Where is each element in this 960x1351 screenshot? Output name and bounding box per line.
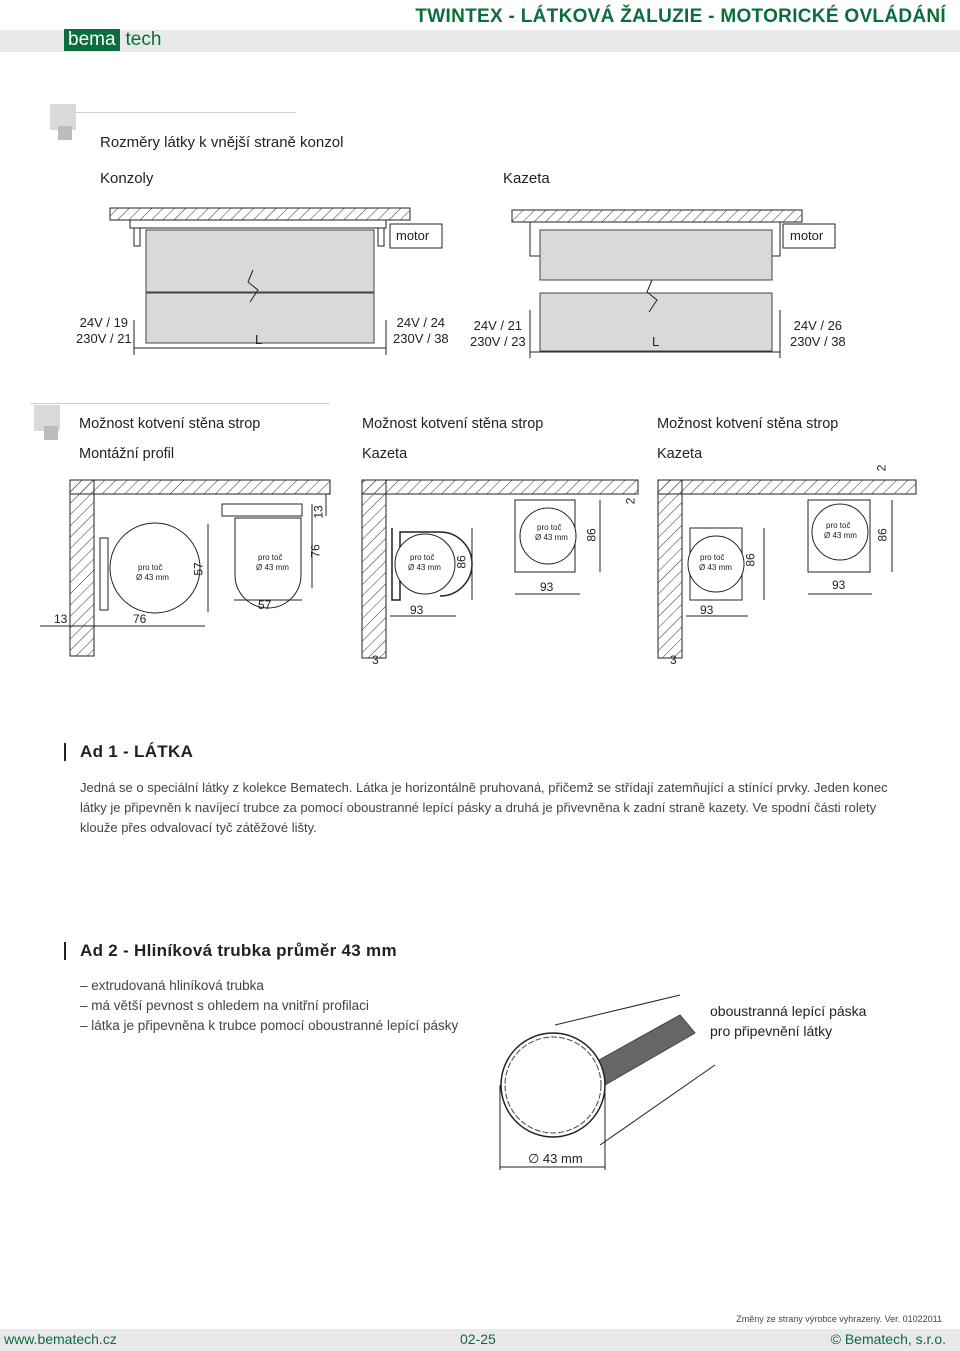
konzoly-dim-left-2: 230V / 21 <box>76 331 132 346</box>
motor-label-left: motor <box>396 228 430 243</box>
dim-93-b: 93 <box>540 580 554 594</box>
dim-93-a: 93 <box>410 603 424 617</box>
kazeta-dim-right <box>790 318 846 350</box>
pro-toc-4: pro toč <box>537 523 562 532</box>
tube-drawing <box>480 985 720 1185</box>
dim-86-b: 86 <box>584 528 599 542</box>
ad2-bullet-1: – extrudovaná hliníková trubka <box>80 978 264 993</box>
dim-2-a: 2 <box>623 497 638 505</box>
montazni-profil-drawing <box>40 480 330 656</box>
dim-3-a: 3 <box>372 653 379 667</box>
ad2-marker <box>64 942 66 960</box>
dim-13-a: 13 <box>54 612 68 626</box>
section1-heading: Rozměry látky k vnější straně konzol <box>100 134 344 151</box>
konzoly-dim-L: L <box>255 332 263 347</box>
dim-93-d: 93 <box>832 578 846 592</box>
kazeta-col3-drawing <box>658 480 916 658</box>
section2-drawing <box>0 460 960 680</box>
dim-3-b: 3 <box>670 653 677 667</box>
footer-website[interactable]: www.bematech.cz <box>4 1331 117 1347</box>
ad1-text: Jedná se o speciální látky z kolekce Bematech. Látka je horizontálně pruhovaná, přičemž se střídají zatemňující a stínící prvky. Jeden konec látky je připevněn k navíjecí trubce za pomocí oboustranné lepící pásky a druhá je přivevněna k zadní straně kazety. Ve spodní části rolety klouže přes odvalovací tyč zátěžové lišty. <box>80 780 888 835</box>
diam-4: Ø 43 mm <box>535 533 568 542</box>
callout-line1: oboustranná lepící páska <box>710 1003 867 1019</box>
col3-line2: Kazeta <box>657 446 703 462</box>
dim-13-b: 13 <box>311 505 326 519</box>
bematech-logo <box>64 29 161 51</box>
col2-line1: Možnost kotvení stěna strop <box>362 416 544 432</box>
dim-86-a: 86 <box>454 555 469 569</box>
tube-diameter-label: ∅ 43 mm <box>528 1151 583 1166</box>
ad1-marker <box>64 743 66 761</box>
col3-line1: Možnost kotvení stěna strop <box>657 416 839 432</box>
konzoly-dim-right-2: 230V / 38 <box>393 331 449 346</box>
logo-part-1: bema <box>64 29 120 51</box>
dim-86-d: 86 <box>875 528 890 542</box>
konzoly-dim-left-1: 24V / 19 <box>79 315 129 330</box>
section2-rule <box>30 403 330 404</box>
section2-marker-small <box>44 426 58 440</box>
diam-1: Ø 43 mm <box>136 573 169 582</box>
pro-toc-1: pro toč <box>138 563 163 572</box>
konzoly-dim-right <box>393 315 449 347</box>
section-rule <box>76 112 296 113</box>
konzoly-dim-left <box>76 315 132 347</box>
col2-line2: Kazeta <box>362 446 408 462</box>
konzoly-label: Konzoly <box>100 170 154 187</box>
dim-86-c: 86 <box>743 553 758 567</box>
diam-3: Ø 43 mm <box>408 563 441 572</box>
callout-line2: pro připevnění látky <box>710 1023 833 1039</box>
dim-2-b: 2 <box>874 464 889 472</box>
col1-line2: Montážní profil <box>79 446 175 462</box>
dim-76-a: 76 <box>133 612 147 626</box>
pro-toc-2: pro toč <box>258 553 283 562</box>
kazeta-dim-right-2: 230V / 38 <box>790 334 846 349</box>
ad2-bullet-2: – má větší pevnost s ohledem na vnitřní profilaci <box>80 998 369 1013</box>
col1-line1: Možnost kotvení stěna strop <box>79 416 261 432</box>
pro-toc-6: pro toč <box>826 521 851 530</box>
kazeta-col2-drawing <box>362 480 638 658</box>
diam-6: Ø 43 mm <box>824 531 857 540</box>
ad2-bullet-3: – látka je připevněna k trubce pomocí oboustranné lepící pásky <box>80 1018 459 1033</box>
kazeta-dim-left-2: 230V / 23 <box>470 334 526 349</box>
motor-label-right: motor <box>790 228 824 243</box>
pro-toc-5: pro toč <box>700 553 725 562</box>
dim-57-b: 57 <box>258 598 272 612</box>
kazeta-dim-left <box>470 318 526 350</box>
dim-76-b: 76 <box>308 544 323 558</box>
diam-2: Ø 43 mm <box>256 563 289 572</box>
diam-5: Ø 43 mm <box>699 563 732 572</box>
footer-copyright: © Bematech, s.r.o. <box>830 1331 946 1347</box>
ad1-heading: Ad 1 - LÁTKA <box>80 742 194 761</box>
page-title: TWINTEX - LÁTKOVÁ ŽALUZIE - MOTORICKÉ OVLÁDÁNÍ <box>415 6 946 27</box>
logo-part-2: tech <box>125 29 162 50</box>
pro-toc-3: pro toč <box>410 553 435 562</box>
section-marker-small <box>58 126 72 140</box>
kazeta-label: Kazeta <box>503 170 550 187</box>
kazeta-dim-right-1: 24V / 26 <box>793 318 843 333</box>
konzoly-dim-right-1: 24V / 24 <box>396 315 446 330</box>
dim-93-c: 93 <box>700 603 714 617</box>
kazeta-dim-L: L <box>652 334 660 349</box>
kazeta-drawing <box>512 210 835 358</box>
dim-57-a: 57 <box>191 562 206 576</box>
footer-page-number: 02-25 <box>460 1331 496 1347</box>
kazeta-dim-left-1: 24V / 21 <box>473 318 523 333</box>
ad2-heading: Ad 2 - Hliníková trubka průměr 43 mm <box>80 941 397 960</box>
footer-note: Změny ze strany výrobce vyhrazeny. Ver. 01022011 <box>736 1314 942 1324</box>
